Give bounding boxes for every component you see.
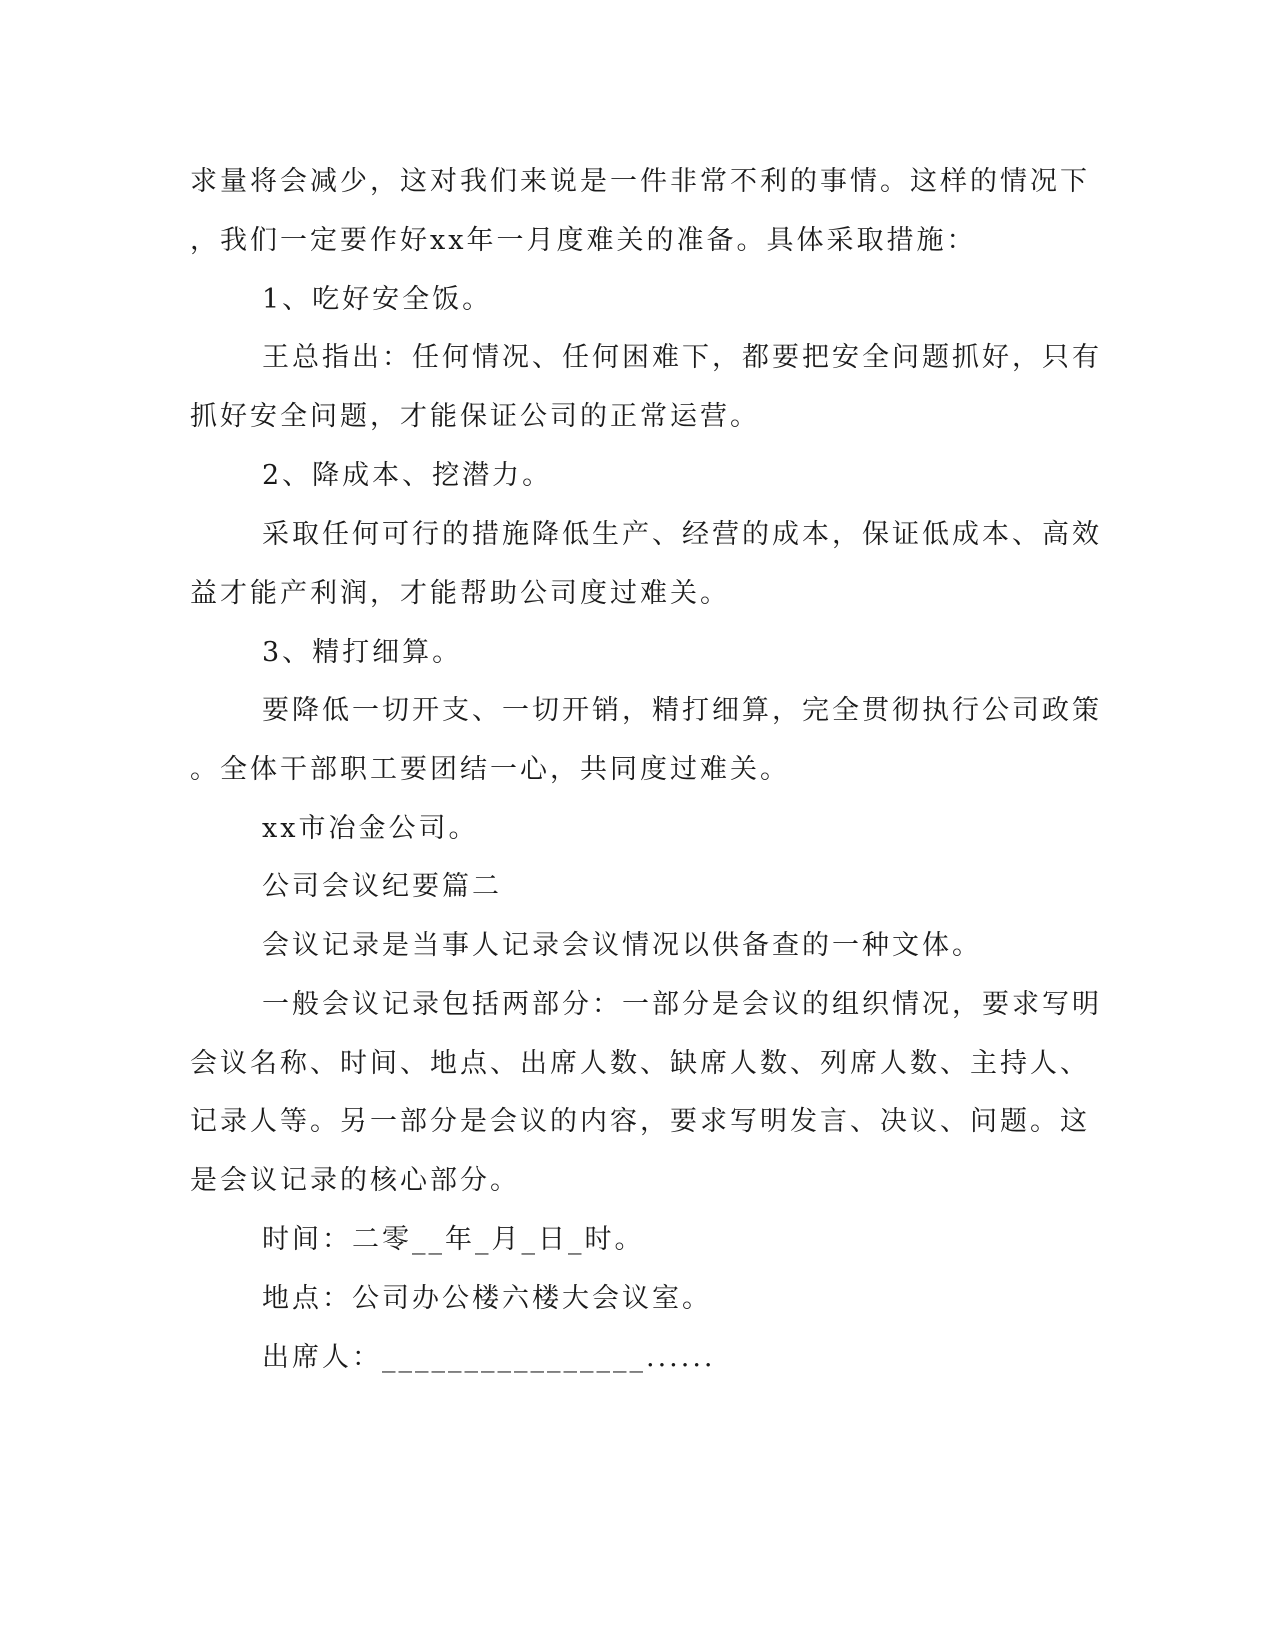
signature-line: xx市冶金公司。 — [262, 813, 479, 844]
paragraph-line: 记录人等。另一部分是会议的内容，要求写明发言、决议、问题。这 — [190, 1106, 1090, 1137]
list-item-heading: 2、降成本、挖潜力。 — [262, 460, 553, 491]
paragraph-line: 采取任何可行的措施降低生产、经营的成本，保证低成本、高效 — [262, 519, 1102, 550]
section-title: 公司会议纪要篇二 — [262, 871, 502, 902]
paragraph-line: 要降低一切开支、一切开销，精打细算，完全贯彻执行公司政策 — [262, 695, 1102, 726]
list-item-heading: 3、精打细算。 — [262, 637, 463, 668]
attendees-line: 出席人：________________...... — [262, 1342, 716, 1373]
paragraph-line: 抓好安全问题，才能保证公司的正常运营。 — [190, 401, 760, 432]
paragraph-line: 益才能产利润，才能帮助公司度过难关。 — [190, 578, 730, 609]
meeting-location-line: 地点：公司办公楼六楼大会议室。 — [262, 1283, 712, 1314]
list-item-heading: 1、吃好安全饭。 — [262, 284, 493, 315]
paragraph-line: 一般会议记录包括两部分：一部分是会议的组织情况，要求写明 — [262, 989, 1102, 1020]
paragraph-line: 会议记录是当事人记录会议情况以供备查的一种文体。 — [262, 930, 982, 961]
paragraph-line: 求量将会减少，这对我们来说是一件非常不利的事情。这样的情况下 — [190, 166, 1090, 197]
meeting-time-line: 时间：二零__年_月_日_时。 — [262, 1224, 645, 1255]
paragraph-line: 是会议记录的核心部分。 — [190, 1165, 520, 1196]
paragraph-line: 。全体干部职工要团结一心，共同度过难关。 — [190, 754, 790, 785]
paragraph-line: 王总指出：任何情况、任何困难下，都要把安全问题抓好，只有 — [262, 342, 1102, 373]
paragraph-line: 会议名称、时间、地点、出席人数、缺席人数、列席人数、主持人、 — [190, 1048, 1090, 1079]
paragraph-line: ，我们一定要作好xx年一月度难关的准备。具体采取措施： — [190, 225, 977, 256]
